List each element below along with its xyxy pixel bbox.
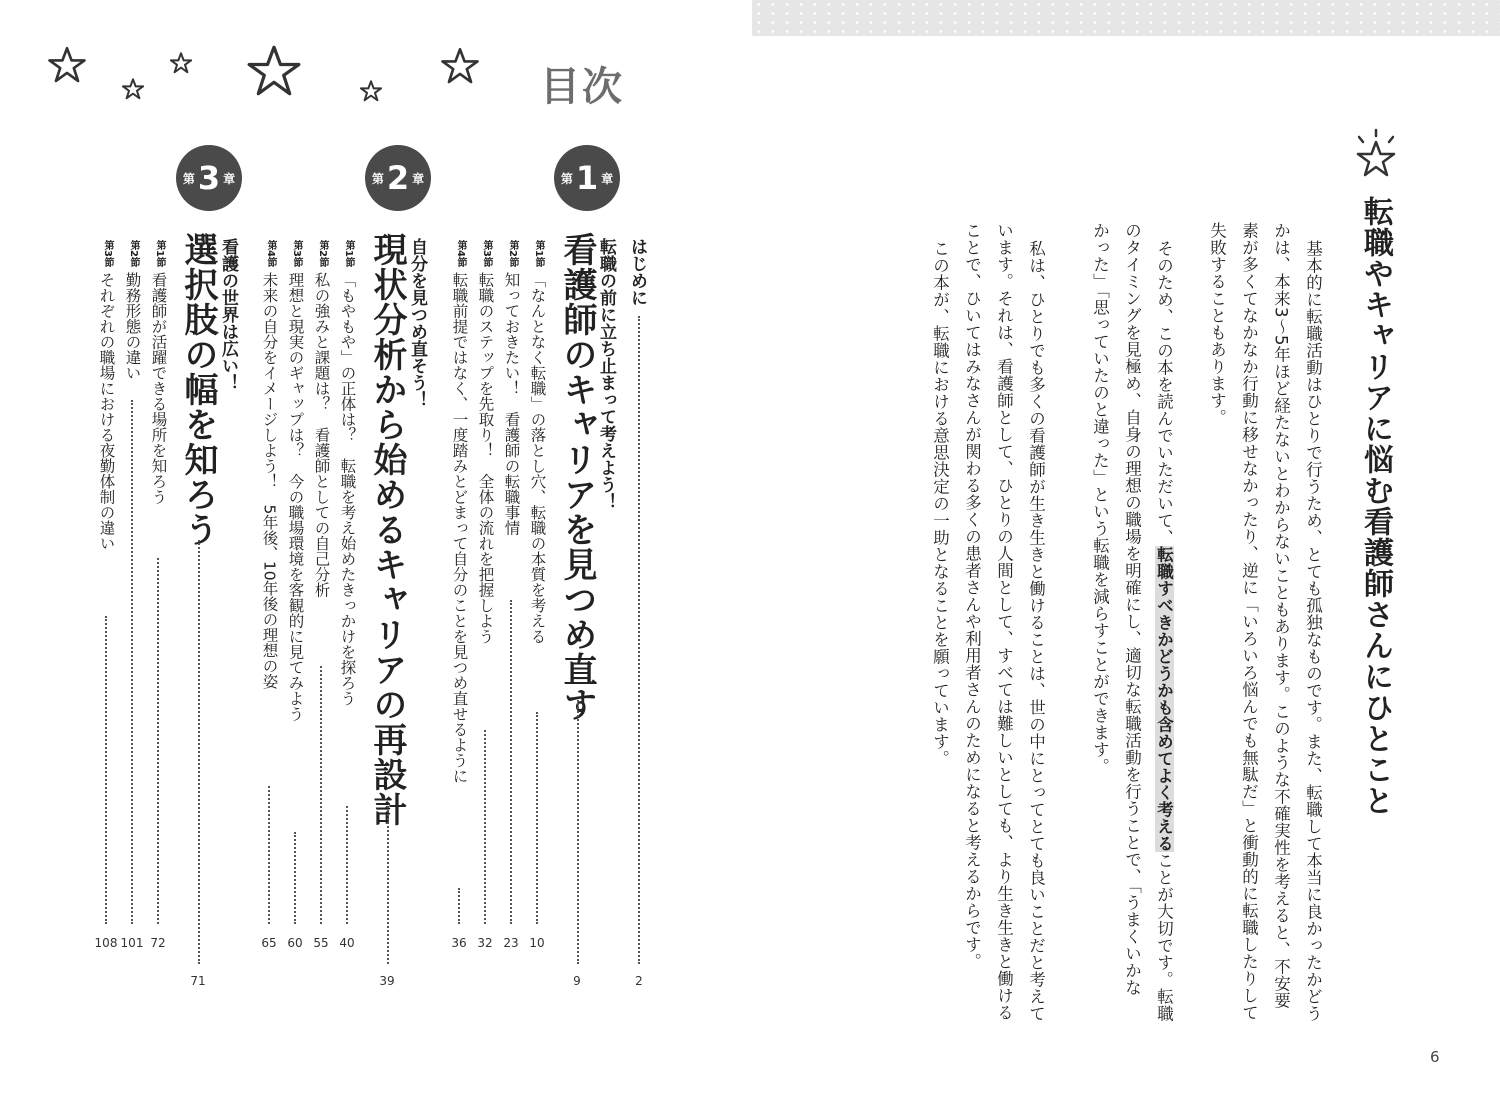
body-line: かは、本来3～5年ほど経たないとわからないこともあります。このような不確実性を考えると、不安要 [1271, 222, 1291, 1009]
page-ref: 65 [261, 936, 277, 950]
chapter-2-subtitle: 自分を見つめ直そう！ [407, 238, 427, 408]
page-ref: 23 [503, 936, 519, 950]
chapter-1-subtitle: 転職の前に立ち止まって考えよう！ [596, 238, 616, 510]
star-icon [170, 52, 192, 74]
page-ref: 2 [635, 974, 643, 988]
toc-entry[interactable]: 看護師が活躍できる場所を知ろう [149, 272, 168, 505]
body-line: この本が、転職における意思決定の一助となることを願っています。 [930, 240, 950, 767]
chapter-3-title[interactable]: 選択肢の幅を知ろう [178, 232, 218, 547]
body-line: 失敗することもあります。 [1207, 222, 1227, 426]
leader-dots [294, 832, 296, 924]
star-icon [122, 78, 144, 100]
chapter-2-title[interactable]: 現状分析から始めるキャリアの再設計 [367, 232, 407, 827]
page-ref: 36 [451, 936, 467, 950]
leader-dots [458, 888, 460, 924]
page-number: 6 [1430, 1048, 1440, 1066]
body-line: 素が多くてなかなか行動に移せなかったり、逆に「いろいろ悩んでも無駄だ」と衝動的に転職したりして [1239, 222, 1259, 1021]
section-label: 第3節 [102, 240, 113, 267]
page-ref: 101 [120, 936, 144, 950]
page-ref: 40 [339, 936, 355, 950]
section-label: 第3節 [481, 240, 492, 267]
body-line: のタイミングを見極め、自身の理想の職場を明確にし、適切な転職活動を行うことで、「うまくいかな [1122, 222, 1142, 996]
chapter-3-subtitle: 看護の世界は広い！ [218, 238, 238, 391]
toc-intro[interactable]: はじめに [627, 238, 647, 306]
chapter-1-title[interactable]: 看護師のキャリアを見つめ直す [557, 232, 597, 722]
toc-entry[interactable]: 知っておきたい！ 看護師の転職事情 [502, 272, 521, 536]
toc-entry[interactable]: 転職前提ではなく、一度踏みとどまって自分のことを見つめ直せるように [450, 272, 469, 784]
body-line: 私は、ひとりでも多くの看護師が生き生きと働けることは、世の中にとってとても良いことだと考えて [1026, 240, 1046, 1022]
toc-entry[interactable]: 未来の自分をイメージしよう！ 5年後、10年後の理想の姿 [260, 272, 279, 690]
toc-entry[interactable]: 転職のステップを先取り！ 全体の流れを把握しよう [476, 272, 495, 644]
star-icon [247, 44, 301, 98]
leader-dots [346, 806, 348, 924]
body-line: そのため、この本を読んでいただいて、転職すべきかどうかも含めてよく考えることが大切です。転職 [1154, 240, 1174, 1022]
page-ref: 72 [150, 936, 166, 950]
leader-dots [484, 730, 486, 924]
section-label: 第3節 [291, 240, 302, 267]
page-ref: 71 [190, 974, 206, 988]
leader-dots [157, 558, 159, 924]
section-label: 第2節 [128, 240, 139, 267]
page-ref: 32 [477, 936, 493, 950]
section-label: 第2節 [317, 240, 328, 267]
chapter-3-badge: 第 3 章 [176, 145, 242, 211]
toc-entry[interactable]: 理想と現実のギャップは？ 今の職場環境を客観的に見てみよう [286, 272, 305, 722]
section-label: 第2節 [507, 240, 518, 267]
page-ref: 60 [287, 936, 303, 950]
leader-dots [131, 400, 133, 924]
star-icon [360, 80, 382, 102]
body-line: ことで、ひいてはみなさんが関わる多くの患者さんや利用者さんのためになると考えるからです。 [962, 222, 982, 970]
toc-title: 目次 [540, 64, 624, 110]
star-icon [48, 46, 86, 84]
body-line: 基本的に転職活動はひとりで行うため、とても孤独なものです。また、転職して本当に良かったかどう [1303, 240, 1323, 1022]
section-label: 第1節 [533, 240, 544, 267]
chapter-2-badge: 第 2 章 [365, 145, 431, 211]
section-label: 第4節 [265, 240, 276, 267]
toc-entry[interactable]: 勤務形態の違い [123, 272, 142, 381]
leader-dots [536, 712, 538, 924]
page-ref: 10 [529, 936, 545, 950]
body-line: かった」「思っていたのと違った」という転職を減らすことができます。 [1090, 222, 1110, 775]
leader-dots [320, 666, 322, 924]
leader-dots [387, 806, 389, 964]
toc-entry[interactable]: それぞれの職場における夜勤体制の違い [97, 272, 116, 551]
page-ref: 9 [573, 974, 581, 988]
leader-dots [105, 616, 107, 924]
page-ref: 108 [94, 936, 118, 950]
section-label: 第1節 [343, 240, 354, 267]
section-label: 第1節 [154, 240, 165, 267]
star-icon [441, 47, 479, 85]
toc-entry[interactable]: 「もやもや」の正体は？ 転職を考え始めたきっかけを探ろう [338, 272, 357, 706]
leader-dots [510, 600, 512, 924]
leader-dots [198, 540, 200, 964]
leader-dots [577, 700, 579, 964]
message-heading: 転職やキャリアに悩む看護師さんにひとこと [1358, 196, 1393, 816]
page-ref: 55 [313, 936, 329, 950]
top-pattern-band [752, 0, 1500, 36]
toc-entry[interactable]: 私の強みと課題は？ 看護師としての自己分析 [312, 272, 331, 598]
section-label: 第4節 [455, 240, 466, 267]
toc-entry[interactable]: 「なんとなく転職」の落とし穴、転職の本質を考える [528, 272, 547, 644]
leader-dots [268, 786, 270, 924]
highlighted-phrase: 転職すべきかどうかも含めてよく考える [1154, 546, 1174, 852]
body-line: います。それは、看護師として、ひとりの人間として、すべては難しいとしても、より生き生きと働ける [994, 222, 1014, 1021]
sparkle-star-icon [1352, 128, 1400, 180]
chapter-1-badge: 第 1 章 [554, 145, 620, 211]
leader-dots [638, 316, 640, 964]
page-ref: 39 [379, 974, 395, 988]
